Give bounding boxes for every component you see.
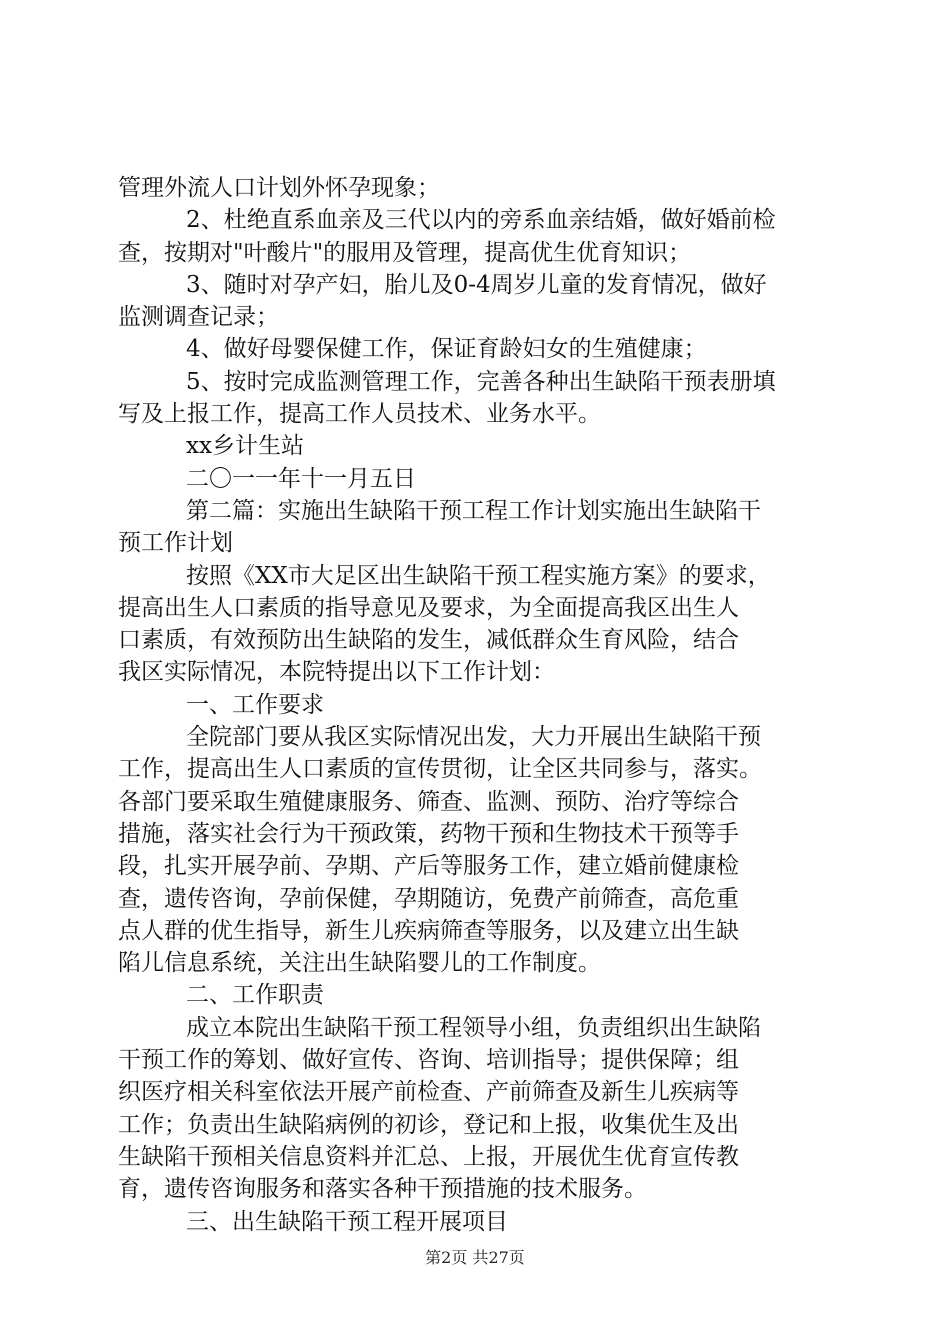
text-line: 口素质，有效预防出生缺陷的发生，减低群众生育风险，结合	[118, 627, 739, 654]
page-number: 第2页 共27页	[425, 1248, 525, 1267]
heading-work-duties: 二、工作职责	[186, 982, 324, 1009]
text-line: 按照《XX市大足区出生缺陷干预工程实施方案》的要求，	[186, 562, 771, 589]
text-line: 3、随时对孕产妇，胎儿及0-4周岁儿童的发育情况，做好	[186, 271, 767, 298]
text-line: 干预工作的筹划、做好宣传、咨询、培训指导；提供保障；组	[118, 1047, 739, 1074]
text-line: 查，遗传咨询，孕前保健，孕期随访，免费产前筛查，高危重	[118, 885, 739, 912]
text-line: 5、按时完成监测管理工作，完善各种出生缺陷干预表册填	[186, 368, 776, 395]
signature-org: xx乡计生站	[186, 433, 304, 460]
text-line: 织医疗相关科室依法开展产前检查、产前筛查及新生儿疾病等	[118, 1079, 739, 1106]
text-line: 生缺陷干预相关信息资料并汇总、上报，开展优生优育宣传教	[118, 1143, 739, 1170]
text-line: 写及上报工作，提高工作人员技术、业务水平。	[118, 401, 601, 428]
heading-projects: 三、出生缺陷干预工程开展项目	[186, 1208, 508, 1235]
text-line: 查，按期对"叶酸片"的服用及管理，提高优生优育知识；	[118, 239, 692, 266]
heading-work-requirements: 一、工作要求	[186, 691, 324, 718]
document-body	[118, 172, 838, 1238]
text-line: 措施，落实社会行为干预政策，药物干预和生物技术干预等手	[118, 820, 739, 847]
text-line: 工作，提高出生人口素质的宣传贯彻，让全区共同参与，落实。	[118, 756, 762, 783]
text-line: 4、做好母婴保健工作，保证育龄妇女的生殖健康；	[186, 336, 707, 363]
signature-date: 二〇一一年十一月五日	[186, 465, 416, 492]
text-line: 管理外流人口计划外怀孕现象；	[118, 175, 440, 201]
text-line: 监测调查记录；	[118, 304, 279, 331]
text-line: 各部门要采取生殖健康服务、筛查、监测、预防、治疗等综合	[118, 788, 739, 815]
text-line: 全院部门要从我区实际情况出发，大力开展出生缺陷干预	[186, 724, 761, 751]
text-line: 点人群的优生指导，新生儿疾病筛查等服务，以及建立出生缺	[118, 917, 739, 944]
section-title: 第二篇：实施出生缺陷干预工程工作计划实施出生缺陷干	[186, 497, 761, 524]
text-line: 育，遗传咨询服务和落实各种干预措施的技术服务。	[118, 1176, 647, 1203]
text-line: 我区实际情况，本院特提出以下工作计划：	[118, 659, 555, 686]
text-line: 工作；负责出生缺陷病例的初诊，登记和上报，收集优生及出	[118, 1111, 739, 1138]
text-line: 成立本院出生缺陷干预工程领导小组，负责组织出生缺陷	[186, 1014, 761, 1041]
text-line: 2、杜绝直系血亲及三代以内的旁系血亲结婚，做好婚前检	[186, 207, 776, 234]
text-line: 陷儿信息系统，关注出生缺陷婴儿的工作制度。	[118, 950, 601, 977]
section-title-cont: 预工作计划	[118, 530, 233, 557]
text-line: 提高出生人口素质的指导意见及要求，为全面提高我区出生人	[118, 594, 739, 621]
text-line: 段，扎实开展孕前、孕期、产后等服务工作，建立婚前健康检	[118, 853, 739, 880]
